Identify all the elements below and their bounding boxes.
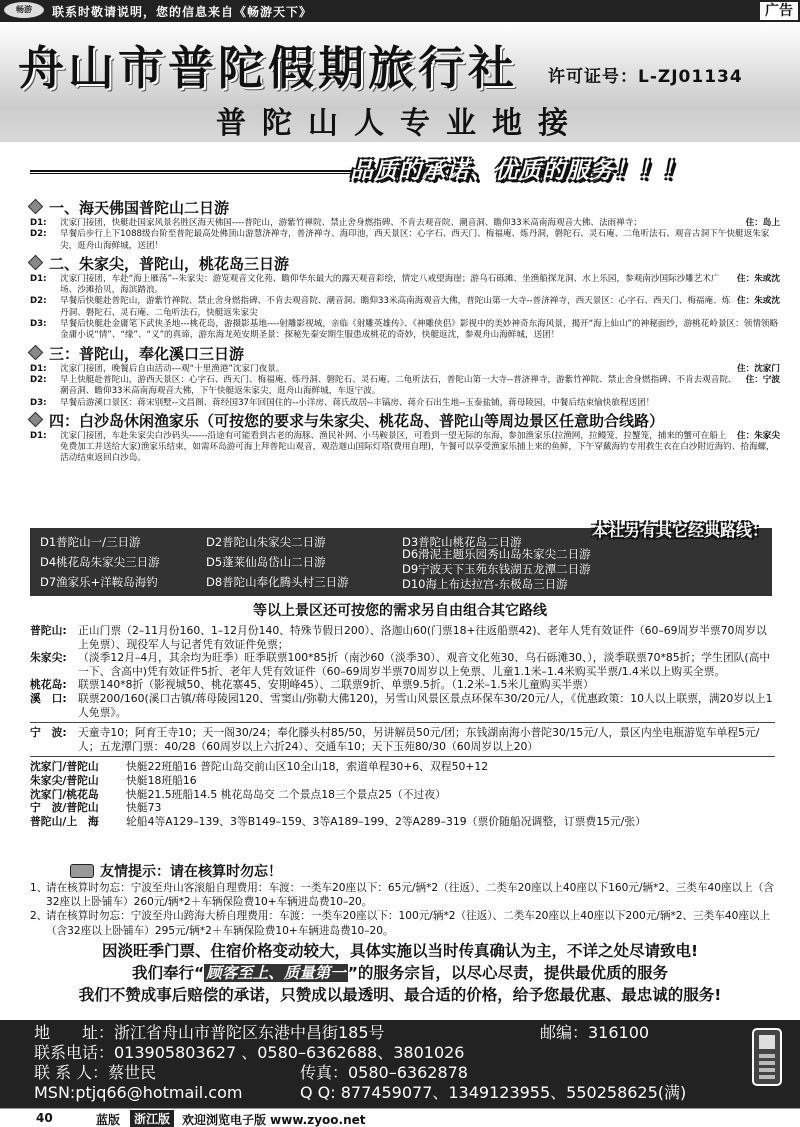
- page-footer: [0, 1108, 800, 1127]
- price-row: 溪 口: 联票200/160(溪口古镇/蒋母陵园120、雪窦山/弥勒大佛120)，另雪山风景区景点环保车30/20元/人，《优惠政策：10人以上联票，满20岁以上1人免票》。: [30, 691, 773, 719]
- tips-title: 友情提示：请在核算时勿忘！: [100, 864, 282, 880]
- transport-row: 朱家尖/普陀山 快艇18班船16: [30, 773, 197, 787]
- license-number: 许可证号：L-ZJ01134: [548, 67, 743, 87]
- statement-line: 因淡旺季门票、住宿价格变动较大，具体实施以当时传真确认为主，不详之处尽请致电!: [101, 942, 699, 960]
- phone-numbers: 联系电话：013905803627 、0580–6362688、3801026: [34, 1043, 465, 1062]
- combo-heading: 等以上景区还可按您的需求另自由组合其它路线: [253, 603, 547, 619]
- classic-route-item: D2普陀山朱家尖二日游: [206, 535, 326, 549]
- diamond-bullet-icon: [28, 199, 44, 215]
- route-day: D1: 住：朱家尖 沈家门接团，车赴朱家尖白沙码头------沿途有可能看到古老的海豚、渔民补网、小马鞍景区，可看到一望无际的东海，参加渔家乐(拉渔网，拉鳗笼，拉蟹笼，捕来的蟹可在船上免费加工并送给大家)渔家乐结束，如需环岛游可海上拜普陀山观音，观浩迦山国际灯塔(费用自理)，午餐可以享受渔家乐捕上来的鱼鲜，下午穿戴海钓专用救生衣在白沙附近海钓、拾海螺，活动结束返回白沙岛。: [30, 430, 780, 464]
- classic-route-item: D7渔家乐+洋鞍岛海钓: [40, 575, 158, 589]
- price-row: 普陀山: 正山门票（2–11月份160、1–12月份140、特殊节假日200）、洛迦山60(门票18+往返船票42)、老年人凭有效证件（60–69周岁半票70周岁以上免票）、现役军人与记者凭有效证件免票；: [30, 624, 767, 651]
- slogan: 品质的承诺、优质的服务！！！: [350, 158, 686, 184]
- contact-panel: [0, 1020, 800, 1108]
- transport-row: 宁 波/普陀山 快艇73: [30, 801, 162, 815]
- contact-person: 联 系 人：蔡世民: [34, 1063, 157, 1082]
- price-row: 朱家尖: （淡季12月–4月，其余均为旺季）旺季联票100*85折（南沙60（淡季30）、观音文化苑30、乌石砾滩30、），淡季联票70*85折；学生团队(高中一下、含高中)凭有效证件5折、老年人凭有效证件（60–69周岁半票70周岁以上免票、儿童1.1米–1.4米购买半票/1.4米以上购买全票。: [30, 651, 771, 678]
- route-day: D2: 住：宁波 早上快艇赴普陀山，游西天景区：心字石、西天门、梅福庵、炼丹洞、磐陀石、灵石庵、二龟听法石，普陀山第一大寺--普济禅寺，游紫竹禅院、禁止舍身燃指碑、不肯去观音院、潮音洞、瞻仰33米高南海观音大佛，下午快艇返朱家尖，逛舟山海鲜城，车返宁波。: [30, 374, 780, 397]
- diamond-bullet-icon: [28, 344, 44, 360]
- price-row: 宁 波: 天童寺10；阿育王寺10；天一阁30/24；奉化滕头村85/50，另讲解员50元/团；东钱湖南海小普陀30/15元/人，景区内坐电瓶游览车单程5元/人；五龙潭门票：40/28（60周岁以上六折24）、交通车10；天下玉苑80/30（60周岁以上20）: [30, 726, 760, 753]
- route-2: [30, 254, 780, 342]
- ad-label: 广告: [758, 0, 800, 22]
- tips-section: [30, 863, 775, 938]
- classic-route-item: D4桃花岛朱家尖三日游: [40, 555, 160, 569]
- edition-label: 蓝版: [96, 1113, 121, 1127]
- divider: [30, 722, 775, 723]
- route-day: D1: 住：沈家门 沈家门接团，晚餐后自由活动---观“十里渔港”沈家门夜景。: [30, 363, 780, 374]
- route-title: 一、海天佛国普陀山二日游: [49, 199, 230, 217]
- classic-route-item: D5蓬莱仙岛岱山二日游: [206, 555, 326, 569]
- route-title: 四：白沙岛休闲渔家乐（可按您的要求与朱家尖、桃花岛、普陀山等周边景区任意助合线路）: [49, 411, 665, 430]
- classic-route-item: D6滑泥主题乐园秀山岛朱家尖二日游: [402, 547, 591, 561]
- slogan-divider: [30, 170, 390, 174]
- hand-pointer-icon: [70, 864, 94, 878]
- address: 地 址：浙江省舟山市普陀区东港中昌街185号: [34, 1023, 385, 1042]
- route-day: D1: 住：朱或沈 沈家门接团，车赴“海上雁荡”--朱家尖：游览观音文化苑、瞻仰华东最大的露天观音彩绘，情定八戒望海崖；游乌石砾滩、坐渔船探龙洞、水上乐园，参观南沙国际沙雕艺术广场、沙滩拾贝，海滨踏浪。: [30, 273, 780, 296]
- route-title: 三：普陀山，奉化溪口三日游: [49, 344, 245, 363]
- classic-route-item: D3普陀山桃花岛二日游: [402, 535, 522, 549]
- route-day: D3: 早餐后快艇赴金庸笔下武侠圣地---桃花岛，游摄影基地----射雕影视城，亲临《射雕英雄传》、《神雕侠侣》影视中的美妙神奇东海风景，揭开“海上仙山”的神秘面纱，游桃花岭景区：领情领略金庸小说“情”、“缘”、“义”的真谛，游东海龙苑安期圣景：探秘先秦安期生服患成桃花的奇妙，快艇返沈，参观舟山海鲜城，送团！: [30, 319, 779, 341]
- tip-item: 1、 请在核算时勿忘：宁波至舟山客滚船自理费用：车渡：一类车20座以下：65元/辆*2（往返）、二类车20座以上40座以下160元/辆*2、三类车40座以上（含32座以上卧铺车）260元/辆*2＋车辆保险费10+车辆进岛费10–20。: [30, 882, 774, 909]
- tip-item: 2、 请在核算时勿忘：宁波至舟山跨海大桥自理费用：车渡：一类车20座以下：100元/辆*2（往返）、二类车20座以上40座以下200元/辆*2、三类车40座以上（含32座以上卧铺车）295元/辆*2＋车辆保险费10+车辆进岛费10–20。: [30, 910, 771, 937]
- msn: MSN:ptjq66@hotmail.com: [34, 1083, 243, 1102]
- header: [0, 22, 800, 142]
- statement-line: 我们奉行“ 顾客至上、质量第一 ”的服务宗旨，以尽心尽责，提供最优质的服务: [132, 964, 668, 982]
- transport-row: 沈家门/普陀山 快艇22班船16 普陀山岛交前山区10全山18，索道单程30+6、双程50+12: [30, 760, 489, 774]
- qq-numbers: Q Q: 877459077、1349123955、550258625(满): [300, 1083, 687, 1102]
- statement-line: 我们不赞成事后赔偿的承诺，只赞成以最透明、最合适的价格，给予您最优惠、最忠诚的服务!: [78, 986, 722, 1004]
- divider: [30, 756, 775, 757]
- classic-routes-box: [30, 521, 772, 596]
- edition-region: 浙江版: [130, 1110, 174, 1127]
- route-4: [30, 411, 780, 465]
- route-day: D2: 早餐后步行上下1088级台阶至普陀最高处佛顶山游慧济禅寺，普济禅寺、海印池，西天景区：心字石、西天门、梅福庵、炼丹洞，磐陀石、灵石庵、二龟听法石、观音古洞下午快艇返朱家尖，逛舟山海鲜城，送团！: [30, 229, 770, 251]
- transport-row: 普陀山/上 海 轮船4等A129–139、3等B149–159、3等A189–199、2等A289–319（票价随船况调整，订票费15元/张）: [30, 814, 646, 828]
- fax: 传真：0580–6362878: [300, 1063, 468, 1082]
- source-note: 联系时敬请说明，您的信息来自《畅游天下》: [52, 5, 313, 19]
- subtitle: 普陀山人专业地接: [216, 106, 584, 141]
- price-list: [30, 624, 775, 828]
- route-1: [30, 198, 780, 252]
- classic-routes-title: 本社另有其它经典路线：: [591, 521, 768, 540]
- diamond-bullet-icon: [28, 412, 44, 428]
- route-day: D3: 早餐后游溪口景区：蒋宋别墅--文昌阁、蒋经国37年回国住的--小洋房、蒋氏故居--丰镐房、蒋介石出生地--玉泰盐铺，蒋母陵园，中餐后结束愉快旅程送团！: [30, 397, 655, 408]
- route-list: [30, 196, 780, 465]
- route-3: [30, 344, 780, 409]
- price-row: 桃花岛: 联票140*8折（影视城50、桃花寨45、安期峰45）、二联票9折、单票9.5折。（1.2米–1.5米儿童购买半票）: [30, 678, 594, 692]
- website-link[interactable]: 欢迎浏览电子版 www.zyoo.net: [182, 1113, 366, 1127]
- postcode: 邮编：316100: [540, 1023, 650, 1042]
- classic-route-item: D1普陀山一/三日游: [40, 535, 141, 549]
- top-bar: [0, 0, 800, 22]
- motto-highlight: 顾客至上、质量第一: [206, 964, 346, 982]
- mobile-phone-icon: [752, 1028, 782, 1086]
- statements: [0, 940, 800, 1006]
- classic-route-item: D8普陀山奉化腾头村三日游: [206, 575, 349, 589]
- classic-route-item: D9宁波天下玉苑东钱湖五龙潭二日游: [402, 562, 591, 576]
- magazine-logo: 畅游: [4, 2, 44, 18]
- route-day: D2: 住：朱或沈 早餐后快艇赴普陀山，游紫竹禅院、禁止舍身燃指碑、不肯去观音院、潮音洞、瞻仰33米高南海观音大佛，普陀山第一大寺--普济禅寺，西天景区：心字石、西天门、梅福庵、炼丹洞、磐陀石、灵石庵、二龟听法石，快艇返朱家尖: [30, 296, 780, 318]
- route-title: 二、朱家尖，普陀山，桃花岛三日游: [49, 254, 290, 273]
- route-day: D1: 住：岛上 沈家门接团，快艇赴国家风景名胜区海天佛国----普陀山，游紫竹禅院、禁止舍身燃指碑、不肯去观音院、潮音洞、瞻仰33米高南海观音大佛、法雨禅寺；: [30, 218, 780, 228]
- page-number: 40: [36, 1111, 53, 1125]
- transport-row: 沈家门/桃花岛 快艇21.5班船14.5 桃花岛岛交 二个景点18三个景点25（不过夜）: [30, 787, 446, 801]
- agency-title: 舟山市普陀假期旅行社: [18, 41, 518, 95]
- classic-route-item: D10海上布达拉宫-东极岛三日游: [402, 577, 568, 591]
- diamond-bullet-icon: [28, 255, 44, 271]
